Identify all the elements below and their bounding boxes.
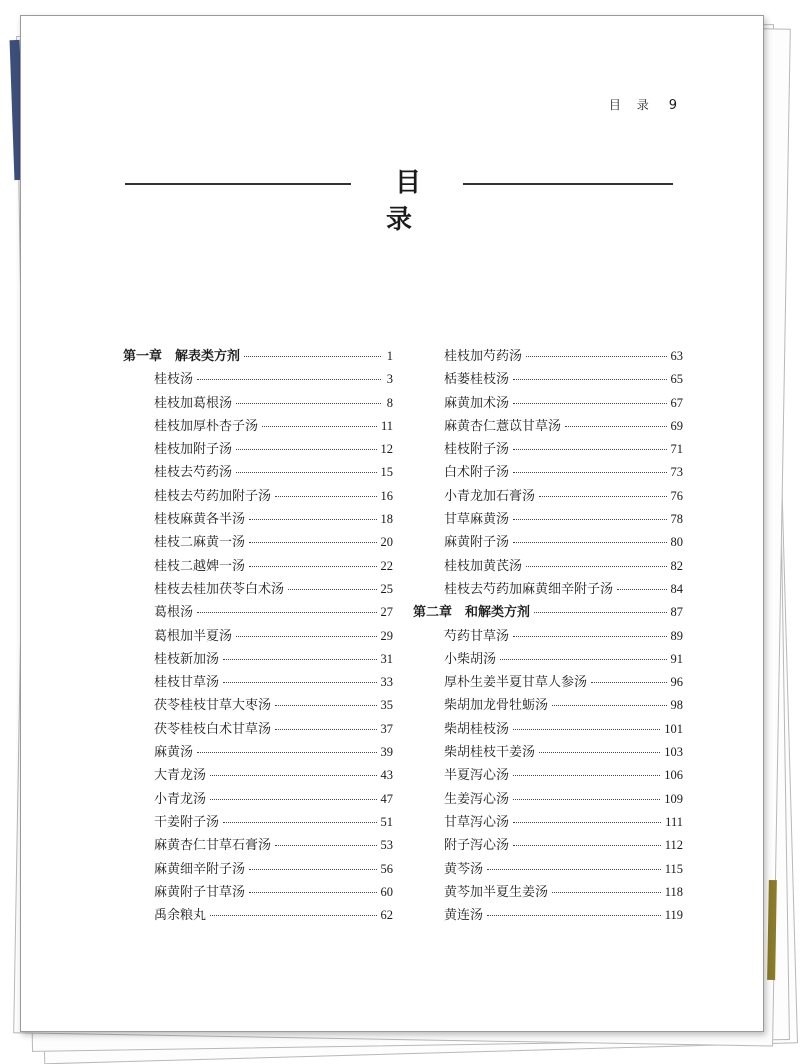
entry-page-number: 3: [386, 372, 393, 387]
entry-page-number: 33: [380, 675, 393, 690]
toc-entry-row: [413, 904, 683, 927]
dot-leader: [249, 565, 376, 567]
entry-page-number: 16: [380, 488, 393, 503]
toc-entry-row: [413, 858, 683, 881]
entry-title: 麻黄附子甘草汤: [154, 884, 246, 900]
entry-title: 桂枝附子汤: [444, 442, 510, 458]
toc-entry-row: [123, 578, 393, 601]
toc-column-right: [413, 345, 683, 927]
entry-page-number: 84: [670, 581, 683, 596]
entry-page-number: 47: [380, 791, 393, 806]
toc-entry-row: [413, 881, 683, 904]
entry-title: 芍药甘草汤: [444, 628, 510, 644]
toc-entry-row: [123, 415, 393, 438]
toc-entry-row: [123, 531, 393, 554]
entry-page-number: 111: [665, 814, 683, 829]
entry-page-number: 22: [380, 558, 393, 573]
entry-title: 桂枝甘草汤: [154, 675, 220, 691]
entry-page-number: 53: [380, 838, 393, 853]
page-number: 9: [668, 98, 677, 113]
dot-leader: [249, 891, 376, 893]
entry-page-number: 98: [670, 698, 683, 713]
dot-leader: [275, 728, 376, 730]
title-rule-left: [125, 183, 351, 185]
dot-leader: [275, 495, 376, 497]
entry-page-number: 109: [664, 791, 683, 806]
dot-leader: [275, 844, 376, 846]
entry-title: 生姜泻心汤: [444, 791, 510, 807]
entry-page-number: 73: [670, 465, 683, 480]
dot-leader: [526, 355, 666, 357]
entry-title: 麻黄加术汤: [444, 395, 510, 411]
dot-leader: [244, 355, 381, 357]
entry-title: 茯苓桂枝甘草大枣汤: [154, 698, 272, 714]
entry-page-number: 115: [664, 861, 683, 876]
entry-title: 白术附子汤: [444, 465, 510, 481]
entry-page-number: 11: [380, 418, 393, 433]
dot-leader: [275, 704, 376, 706]
toc-entry-row: [413, 578, 683, 601]
dot-leader: [513, 402, 666, 404]
running-head-label: 目 录: [608, 98, 655, 112]
entry-title: 黄连汤: [444, 908, 484, 924]
dot-leader: [513, 844, 661, 846]
entry-page-number: 62: [380, 908, 393, 923]
entry-title: 麻黄杏仁薏苡甘草汤: [444, 418, 562, 434]
dot-leader: [513, 448, 666, 450]
entry-page-number: 87: [670, 605, 683, 620]
entry-title: 黄芩汤: [444, 861, 484, 877]
entry-page-number: 12: [380, 442, 393, 457]
entry-page-number: 51: [380, 814, 393, 829]
entry-title: 禹余粮丸: [154, 908, 207, 924]
dot-leader: [197, 751, 376, 753]
entry-page-number: 43: [380, 768, 393, 783]
toc-entry-row: [123, 764, 393, 787]
title-rule-right: [463, 183, 673, 185]
dot-leader: [262, 425, 377, 427]
entry-title: 茯苓桂枝白术甘草汤: [154, 721, 272, 737]
toc-entry-row: [123, 508, 393, 531]
dot-leader: [565, 425, 666, 427]
toc-entry-row: [123, 625, 393, 648]
dot-leader: [534, 611, 666, 613]
chapter-title: 第二章 和解类方剂: [413, 605, 531, 621]
dot-leader: [539, 495, 666, 497]
dot-leader: [513, 471, 666, 473]
toc-entry-row: [123, 811, 393, 834]
entry-page-number: 67: [670, 395, 683, 410]
toc-entry-row: [413, 461, 683, 484]
dot-leader: [513, 518, 666, 520]
dot-leader: [249, 518, 376, 520]
entry-page-number: 20: [380, 535, 393, 550]
entry-page-number: 82: [670, 558, 683, 573]
toc-entry-row: [123, 555, 393, 578]
toc-chapter-row: [123, 345, 393, 368]
toc-entry-row: [413, 648, 683, 671]
toc-entry-row: [123, 392, 393, 415]
entry-title: 柴胡桂枝汤: [444, 721, 510, 737]
entry-title: 葛根汤: [154, 605, 194, 621]
entry-title: 桂枝去桂加茯苓白术汤: [154, 581, 285, 597]
dot-leader: [487, 914, 661, 916]
toc-entry-row: [123, 858, 393, 881]
entry-title: 小青龙加石膏汤: [444, 488, 536, 504]
entry-title: 小青龙汤: [154, 791, 207, 807]
entry-title: 半夏泻心汤: [444, 768, 510, 784]
dot-leader: [513, 378, 666, 380]
dot-leader: [591, 681, 666, 683]
dot-leader: [513, 821, 661, 823]
entry-page-number: 76: [670, 488, 683, 503]
dot-leader: [526, 565, 666, 567]
dot-leader: [617, 588, 666, 590]
entry-title: 桂枝二麻黄一汤: [154, 535, 246, 551]
dot-leader: [552, 891, 661, 893]
entry-title: 葛根加半夏汤: [154, 628, 233, 644]
toc-entry-row: [413, 438, 683, 461]
toc-entry-row: [123, 694, 393, 717]
entry-title: 桂枝新加汤: [154, 651, 220, 667]
entry-page-number: 25: [380, 581, 393, 596]
toc-entry-row: [413, 671, 683, 694]
entry-title: 麻黄汤: [154, 745, 194, 761]
dot-leader: [513, 728, 660, 730]
entry-title: 柴胡桂枝干姜汤: [444, 745, 536, 761]
toc-entry-row: [123, 741, 393, 764]
entry-page-number: 106: [664, 768, 683, 783]
entry-page-number: 35: [380, 698, 393, 713]
entry-page-number: 27: [380, 605, 393, 620]
toc-entry-row: [413, 741, 683, 764]
entry-title: 桂枝二越婢一汤: [154, 558, 246, 574]
entry-page-number: 91: [670, 651, 683, 666]
toc-entry-row: [413, 345, 683, 368]
toc-entry-row: [123, 671, 393, 694]
entry-title: 柴胡加龙骨牡蛎汤: [444, 698, 549, 714]
toc-entry-row: [123, 461, 393, 484]
entry-page-number: 31: [380, 651, 393, 666]
toc-entry-row: [123, 368, 393, 391]
dot-leader: [500, 658, 666, 660]
dot-leader: [539, 751, 660, 753]
toc-entry-row: [413, 508, 683, 531]
entry-title: 桂枝加黄芪汤: [444, 558, 523, 574]
toc-entry-row: [413, 625, 683, 648]
dot-leader: [210, 774, 376, 776]
entry-title: 厚朴生姜半夏甘草人参汤: [444, 675, 588, 691]
entry-page-number: 65: [670, 372, 683, 387]
running-head: [609, 96, 677, 113]
toc-entry-row: [123, 601, 393, 624]
dot-leader: [513, 774, 660, 776]
toc-entry-row: [413, 764, 683, 787]
dot-leader: [236, 448, 376, 450]
entry-title: 桂枝去芍药加附子汤: [154, 488, 272, 504]
dot-leader: [288, 588, 376, 590]
entry-title: 附子泻心汤: [444, 838, 510, 854]
dot-leader: [236, 471, 376, 473]
toc-entry-row: [123, 648, 393, 671]
toc-entry-row: [123, 788, 393, 811]
entry-title: 栝蒌桂枝汤: [444, 372, 510, 388]
toc-entry-row: [123, 438, 393, 461]
dot-leader: [197, 378, 381, 380]
toc-entry-row: [413, 555, 683, 578]
dot-leader: [210, 914, 376, 916]
dot-leader: [249, 541, 376, 543]
toc-entry-row: [413, 811, 683, 834]
document-page: [20, 15, 764, 1032]
entry-title: 麻黄杏仁甘草石膏汤: [154, 838, 272, 854]
toc-entry-row: [413, 485, 683, 508]
dot-leader: [513, 635, 666, 637]
entry-title: 麻黄附子汤: [444, 535, 510, 551]
toc-entry-row: [123, 904, 393, 927]
toc-chapter-row: [413, 601, 683, 624]
entry-page-number: 56: [380, 861, 393, 876]
toc-entry-row: [123, 485, 393, 508]
entry-page-number: 18: [380, 512, 393, 527]
entry-page-number: 29: [380, 628, 393, 643]
entry-page-number: 101: [664, 721, 683, 736]
entry-title: 桂枝加芍药汤: [444, 349, 523, 364]
entry-title: 桂枝加葛根汤: [154, 395, 233, 411]
toc-entry-row: [413, 694, 683, 717]
toc-entry-row: [413, 368, 683, 391]
toc-entry-row: [413, 834, 683, 857]
entry-page-number: 78: [670, 512, 683, 527]
entry-title: 甘草麻黄汤: [444, 512, 510, 528]
entry-page-number: 80: [670, 535, 683, 550]
dot-leader: [487, 868, 661, 870]
toc-entry-row: [123, 834, 393, 857]
entry-page-number: 69: [670, 418, 683, 433]
entry-title: 桂枝汤: [154, 372, 194, 388]
toc-entry-row: [413, 392, 683, 415]
entry-title: 小柴胡汤: [444, 651, 497, 667]
entry-page-number: 39: [380, 745, 393, 760]
entry-page-number: 112: [664, 838, 683, 853]
toc-entry-row: [123, 718, 393, 741]
dot-leader: [236, 402, 381, 404]
entry-page-number: 8: [386, 395, 393, 410]
entry-page-number: 63: [670, 349, 683, 363]
dot-leader: [513, 541, 666, 543]
entry-page-number: 1: [386, 349, 393, 363]
page-title: 目 录: [385, 168, 439, 235]
dot-leader: [223, 681, 376, 683]
entry-title: 大青龙汤: [154, 768, 207, 784]
entry-title: 甘草泻心汤: [444, 814, 510, 830]
entry-title: 黄芩加半夏生姜汤: [444, 884, 549, 900]
entry-title: 桂枝麻黄各半汤: [154, 512, 246, 528]
entry-title: 桂枝去芍药加麻黄细辛附子汤: [444, 581, 614, 597]
dot-leader: [552, 704, 666, 706]
toc-column-left: [123, 345, 393, 927]
entry-page-number: 89: [670, 628, 683, 643]
entry-title: 桂枝加厚朴杏子汤: [154, 418, 259, 434]
entry-page-number: 71: [670, 442, 683, 457]
toc-entry-row: [413, 531, 683, 554]
entry-page-number: 118: [664, 884, 683, 899]
dot-leader: [236, 635, 376, 637]
entry-title: 麻黄细辛附子汤: [154, 861, 246, 877]
entry-page-number: 96: [670, 675, 683, 690]
entry-title: 桂枝加附子汤: [154, 442, 233, 458]
dot-leader: [223, 821, 376, 823]
toc-entry-row: [413, 718, 683, 741]
dot-leader: [197, 611, 376, 613]
dot-leader: [210, 798, 376, 800]
entry-title: 干姜附子汤: [154, 814, 220, 830]
entry-page-number: 37: [380, 721, 393, 736]
entry-title: 桂枝去芍药汤: [154, 465, 233, 481]
dot-leader: [513, 798, 660, 800]
chapter-title: 第一章 解表类方剂: [123, 349, 241, 364]
entry-page-number: 60: [380, 884, 393, 899]
toc-entry-row: [123, 881, 393, 904]
dot-leader: [223, 658, 376, 660]
toc-entry-row: [413, 415, 683, 438]
dot-leader: [249, 868, 376, 870]
entry-page-number: 103: [664, 745, 683, 760]
entry-page-number: 119: [664, 908, 683, 923]
toc-entry-row: [413, 788, 683, 811]
entry-page-number: 15: [380, 465, 393, 480]
